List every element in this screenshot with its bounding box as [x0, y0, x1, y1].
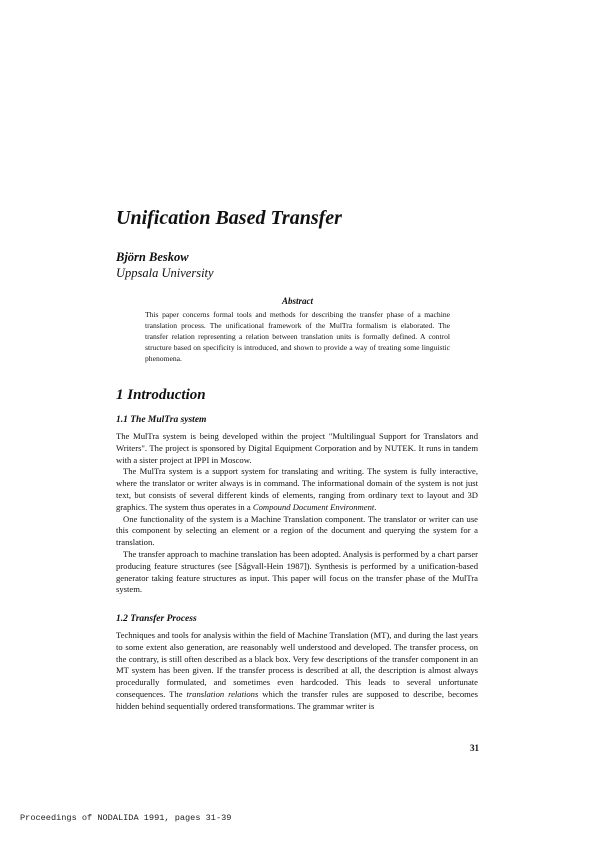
paragraph: One functionality of the system is a Machine Translation component. The translator or writer can use this component by selecting an element or a region of the document and querying the system for a translation. — [116, 513, 478, 548]
subsection-heading-transfer-process: 1.2 Transfer Process — [116, 614, 197, 624]
proceedings-footer: Proceedings of NODALIDA 1991, pages 31-39 — [20, 813, 232, 823]
paper-title: Unification Based Transfer — [116, 207, 342, 229]
paragraph — [116, 466, 478, 513]
paragraph — [116, 630, 478, 713]
author-name: Björn Beskow — [116, 250, 189, 264]
subsection-body-multra-system — [116, 431, 478, 596]
paragraph-text: which the transfer rules are supposed to describe, becomes hidden behind sequentially ordered transformations. The grammar writer is — [116, 688, 478, 711]
abstract-text: This paper concerns formal tools and methods for describing the transfer phase of a machine translation process. The unificational framework of the MulTra formalism is elaborated. The transfer relation representing a relation between translation units is formally defined. A control structure based on specificity is introduced, and shown to provide a way of treating some linguistic phenomena. — [145, 310, 450, 363]
paragraph: The transfer approach to machine translation has been adopted. Analysis is performed by a chart parser producing feature structures (see [Sågvall-Hein 1987]). Synthesis is performed by a unification-based generator taking feature structures as input. This paper will focus on the transfer phase of the MulTra system. — [116, 548, 478, 595]
author-affiliation: Uppsala University — [116, 266, 214, 280]
subsection-body-transfer-process — [116, 630, 478, 713]
emphasized-term: Compound Document Environment — [252, 501, 375, 512]
emphasized-term: translation relations — [186, 688, 259, 699]
section-heading-introduction: 1 Introduction — [116, 387, 206, 403]
paragraph: The MulTra system is being developed within the project "Multilingual Support for Translators and Writers". The project is sponsored by Digital Equipment Corporation and by NUTEK. It runs in tandem with a sister project at IPPI in Moscow. — [116, 431, 478, 465]
abstract-heading: Abstract — [281, 296, 313, 306]
paragraph-text: Techniques and tools for analysis within the field of Machine Translation (MT), and during the last years to some extent also generation, are reasonably well understood and developed. The transfer process, on the contrary, is still often described as a black box. Very few descriptions of the transfer component in an MT system has been given. If the transfer process is described at all, the description is almost always procedurally formulated, and sometimes even hardcoded. This leads to several unfortunate consequences. The — [116, 630, 478, 699]
subsection-heading-multra-system: 1.1 The MulTra system — [116, 415, 207, 425]
paragraph-text: . — [374, 501, 377, 512]
page-number: 31 — [470, 743, 479, 753]
paragraph-text: The MulTra system is a support system for translating and writing. The system is fully interactive, where the translator or writer always is in command. The informational domain of the system is not just text, but consists of several different kinds of elements, ranging from ordinary text to layout and 3D graphics. The system thus operates in a — [116, 466, 478, 512]
